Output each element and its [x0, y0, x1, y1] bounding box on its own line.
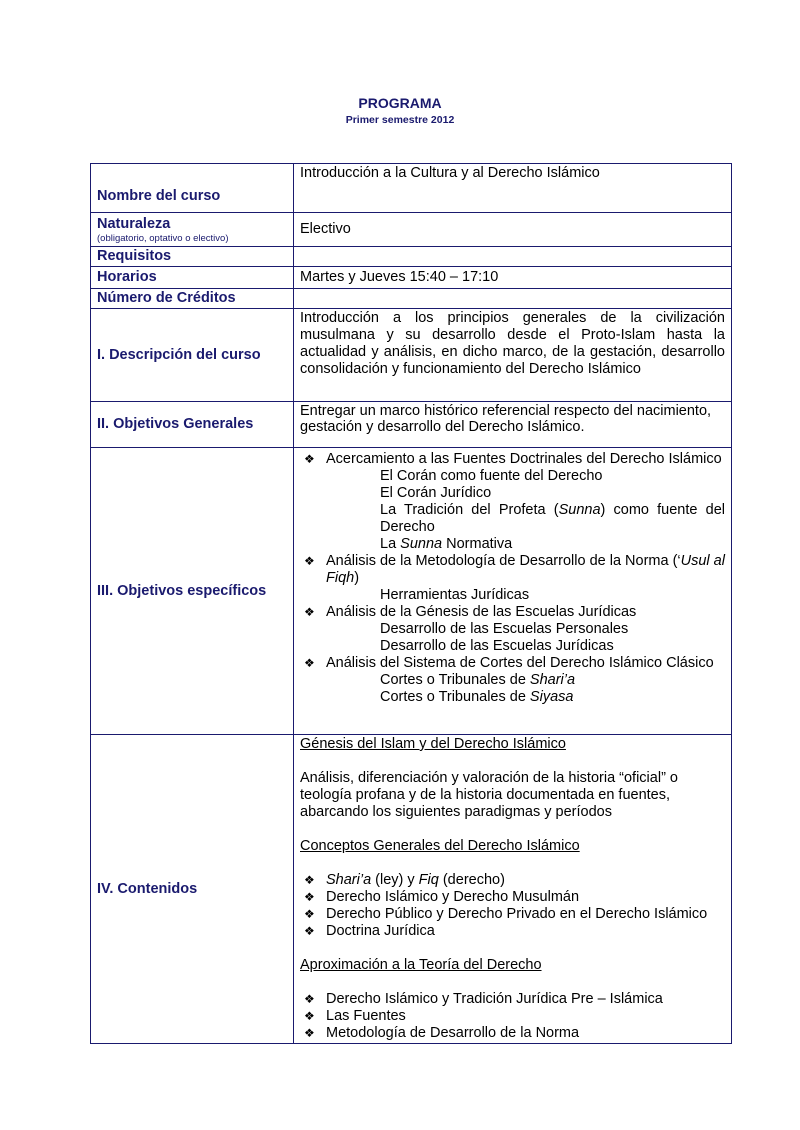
table-row: [91, 247, 732, 267]
value-naturaleza: Electivo: [294, 213, 732, 247]
list-item: ❖ Doctrina Jurídica: [300, 923, 725, 940]
label-objetivos-especificos: III. Objetivos específicos: [91, 448, 294, 735]
list-item: El Corán Jurídico: [380, 485, 492, 501]
page-subtitle: Primer semestre 2012: [345, 114, 455, 126]
page-title: PROGRAMA: [358, 95, 442, 111]
list-item: Desarrollo de las Escuelas Personales: [380, 621, 629, 637]
table-row: [91, 213, 732, 247]
value-descripcion: Introducción a los principios generales de la civilización musulmana y su desarrollo desde el Proto-Islam hasta la actualidad y análisis, en dicho marco, de la gestación, desarrollo consolidación y funcionamiento del Derecho Islámico: [294, 309, 732, 402]
list-item: Desarrollo de las Escuelas Jurídicas: [380, 638, 614, 654]
paragraph: Análisis, diferenciación y valoración de la historia “oficial” o teología profana y de la historia documentada en fuentes, abarcando los siguientes paradigmas y períodos: [300, 770, 678, 820]
section-heading: Conceptos Generales del Derecho Islámico: [300, 838, 580, 854]
table-row: [91, 267, 732, 289]
label-naturaleza: Naturaleza (obligatorio, optativo o electivo): [91, 213, 294, 247]
list-item: Cortes o Tribunales de Shari’a: [380, 672, 576, 688]
label-creditos: Número de Créditos: [91, 289, 294, 309]
value-horarios: Martes y Jueves 15:40 – 17:10: [294, 267, 732, 289]
table-row: [91, 735, 732, 1044]
list-item: La Tradición del Profeta (Sunna) como fuente del Derecho: [380, 502, 725, 535]
label-contenidos: IV. Contenidos: [91, 735, 294, 1044]
program-table: [90, 163, 732, 1044]
list-item: ❖ Metodología de Desarrollo de la Norma: [300, 1025, 725, 1042]
value-objetivos-especificos: [294, 448, 732, 735]
list-item: El Corán como fuente del Derecho: [380, 468, 603, 484]
section-heading: Aproximación a la Teoría del Derecho: [300, 957, 542, 973]
value-nombre: Introducción a la Cultura y al Derecho Islámico: [294, 164, 732, 213]
list-item: ❖ Shari’a (ley) y Fiq (derecho): [300, 872, 725, 889]
table-row: [91, 164, 732, 213]
list-item: ❖ Las Fuentes: [300, 1008, 725, 1025]
value-contenidos: [294, 735, 732, 1044]
list-item: ❖ Análisis del Sistema de Cortes del Derecho Islámico Clásico: [300, 655, 725, 672]
list-item: ❖ Análisis de la Génesis de las Escuelas Jurídicas: [300, 604, 725, 621]
list-item: ❖ Análisis de la Metodología de Desarrollo de la Norma (‘Usul al Fiqh): [300, 553, 725, 587]
list-item: ❖ Derecho Islámico y Derecho Musulmán: [300, 889, 725, 906]
label-requisitos: Requisitos: [91, 247, 294, 267]
list-item: Herramientas Jurídicas: [380, 587, 530, 603]
table-row: [91, 448, 732, 735]
list-item: La Sunna Normativa: [380, 536, 513, 552]
naturaleza-note: (obligatorio, optativo o electivo): [97, 232, 229, 244]
value-creditos: [294, 289, 732, 309]
value-requisitos: [294, 247, 732, 267]
label-nombre: Nombre del curso: [91, 164, 294, 213]
label-descripcion: I. Descripción del curso: [91, 309, 294, 402]
table-row: [91, 402, 732, 448]
table-row: [91, 309, 732, 402]
list-item: ❖ Derecho Islámico y Tradición Jurídica Pre – Islámica: [300, 991, 725, 1008]
value-objetivos-generales: Entregar un marco histórico referencial respecto del nacimiento, gestación y desarrollo del Derecho Islámico.: [294, 402, 732, 448]
list-item: ❖ Acercamiento a las Fuentes Doctrinales del Derecho Islámico: [300, 451, 725, 468]
label-objetivos-generales: II. Objetivos Generales: [91, 402, 294, 448]
table-row: [91, 289, 732, 309]
section-heading: Génesis del Islam y del Derecho Islámico: [300, 736, 566, 752]
label-horarios: Horarios: [91, 267, 294, 289]
list-item: Cortes o Tribunales de Siyasa: [380, 689, 574, 705]
list-item: ❖ Derecho Público y Derecho Privado en el Derecho Islámico: [300, 906, 725, 923]
